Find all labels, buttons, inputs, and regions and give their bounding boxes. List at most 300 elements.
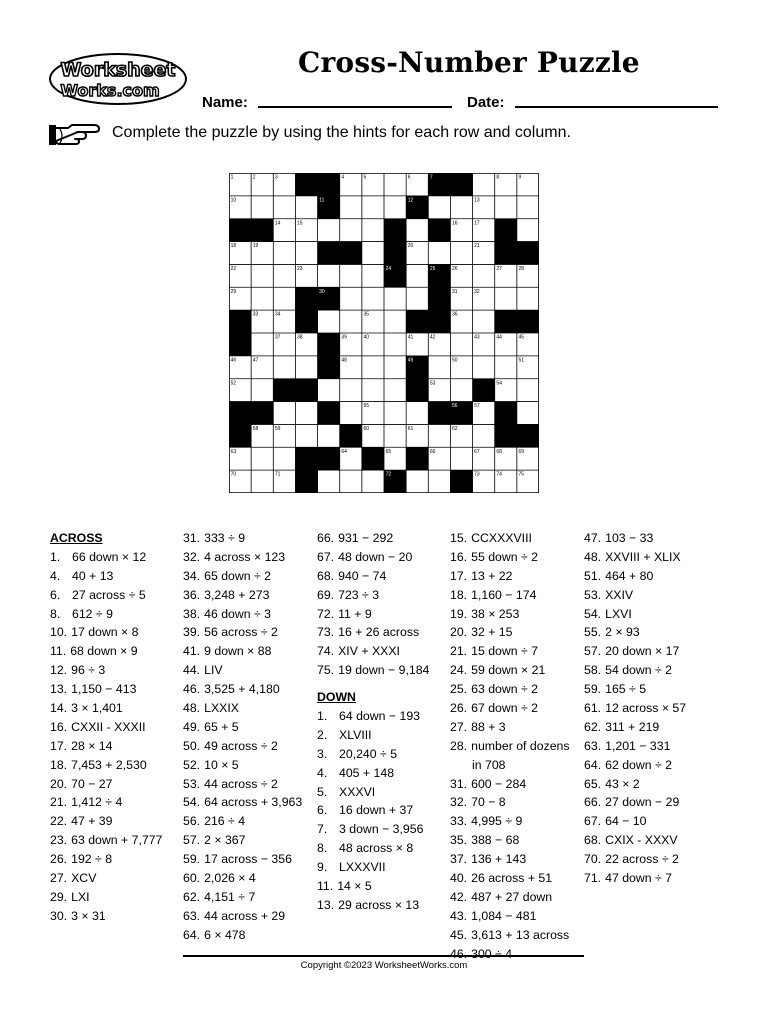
grid-cell[interactable] [495,356,517,379]
grid-cell-number: 35 [363,311,370,318]
clue-text: 4 across × 123 [204,549,286,564]
grid-cell-number: 59 [274,426,281,433]
down-clue [584,869,686,888]
across-clue [317,586,429,605]
grid-cell[interactable] [273,196,295,219]
grid-cell-number: 57 [474,403,480,410]
puzzle-grid[interactable] [229,173,539,493]
grid-block [318,356,340,379]
worksheetworks-logo [48,52,188,106]
grid-cell-number: 68 [496,448,502,455]
clue-text: 3,248 + 273 [204,587,270,602]
grid-cell[interactable] [362,287,384,310]
grid-cell[interactable] [295,402,317,425]
grid-cell[interactable] [428,424,450,447]
down-clue [317,896,429,915]
across-clue [183,548,302,567]
down-clue [317,783,429,802]
down-clue [450,642,570,661]
across-clue [50,737,162,756]
grid-cell[interactable] [295,356,317,379]
down-clue [584,642,686,661]
grid-block [295,287,317,310]
grid-block [229,310,251,333]
grid-cell[interactable] [273,287,295,310]
across-clue [183,737,302,756]
clue-number: 41. [183,644,201,659]
clue-text: 405 + 148 [339,765,395,780]
down-clue [317,726,429,745]
grid-cell[interactable] [406,219,428,242]
clue-text: 2 × 93 [605,625,640,640]
across-clue [317,642,429,661]
clue-text: XCV [71,871,97,886]
across-clue [183,756,302,775]
clue-column-4 [450,529,570,963]
clue-text: 48 across × 8 [339,841,414,856]
grid-cell-number: 62 [452,426,458,433]
clue-text: 15 down ÷ 7 [471,644,539,659]
grid-cell[interactable] [340,196,362,219]
across-clue [183,586,302,605]
clue-number: 66. [584,795,602,810]
clue-number: 67. [584,814,602,829]
clue-number: 59. [183,852,201,867]
clue-number: 24. [450,663,468,678]
grid-cell-number: 43 [474,334,480,341]
grid-block [318,242,340,265]
grid-cell[interactable] [251,333,273,356]
grid-cell[interactable] [340,402,362,425]
grid-cell[interactable] [384,424,406,447]
grid-cell[interactable] [318,470,340,493]
down-clue [450,926,570,945]
down-clue [584,623,686,642]
grid-cell-number: 72 [385,471,392,478]
grid-cell-number: 54 [496,380,502,387]
grid-cell[interactable] [251,470,273,493]
clue-number: 31. [183,531,201,545]
down-clue [584,718,686,737]
across-clue [183,812,302,831]
grid-cell[interactable] [406,287,428,310]
grid-block [517,310,539,333]
down-clue [584,812,686,831]
clue-number: 27. [50,871,68,886]
clue-text: 103 − 33 [605,531,654,545]
grid-cell[interactable] [450,379,472,402]
grid-cell-number: 21 [474,243,480,250]
grid-cell[interactable] [362,196,384,219]
grid-cell[interactable] [362,356,384,379]
grid-cell[interactable] [362,264,384,287]
logo-text-worksheet: Worksheet [60,59,176,81]
grid-cell[interactable] [318,264,340,287]
grid-cell-number: 65 [385,448,392,455]
grid-cell[interactable] [384,402,406,425]
down-clue [450,699,570,718]
grid-cell[interactable] [340,310,362,333]
clue-text: 47 down ÷ 7 [605,871,673,886]
clue-number: 5. [317,784,328,799]
grid-cell-number: 52 [230,380,237,387]
across-clue [50,907,162,926]
across-clue [50,605,162,624]
grid-cell[interactable] [384,379,406,402]
across-clue [50,548,162,567]
clue-number: 71. [584,871,602,886]
grid-cell-number: 22 [230,266,237,273]
across-clue [183,831,302,850]
grid-cell[interactable] [450,196,472,219]
date-label: Date: [467,94,505,111]
grid-cell[interactable] [362,470,384,493]
down-clue [584,586,686,605]
grid-cell[interactable] [318,219,340,242]
grid-cell[interactable] [251,287,273,310]
clue-number: 1. [50,549,61,564]
clue-number: 40. [450,871,468,886]
grid-cell-number: 71 [274,471,281,478]
clue-text: XLVIII [339,727,372,742]
grid-block [251,219,273,242]
clue-text: LIV [204,663,223,678]
clue-text: 20 down × 17 [605,644,680,659]
grid-cell[interactable] [318,310,340,333]
clue-number: 15. [450,531,468,545]
grid-cell[interactable] [406,470,428,493]
clue-text: 22 across ÷ 2 [605,852,679,867]
clue-text: 28 × 14 [71,738,113,753]
grid-block [428,219,450,242]
clue-number: 64. [183,927,201,942]
grid-cell-number: 53 [429,380,436,387]
clue-number: 69. [317,587,335,602]
clue-number: 18. [50,757,68,772]
clue-text: 1,160 − 174 [471,587,537,602]
across-clue [50,699,162,718]
clue-number: 13. [317,897,335,912]
down-clue [450,831,570,850]
grid-cell-number: 20 [407,243,414,250]
clue-text: 20,240 ÷ 5 [339,746,398,761]
grid-cell[interactable] [273,402,295,425]
clue-number: 11. [317,879,334,894]
clue-text: 19 down − 9,184 [338,663,430,678]
across-clue [50,642,162,661]
grid-cell[interactable] [517,219,539,242]
grid-cell[interactable] [473,310,495,333]
clue-number: 10. [50,625,68,640]
clue-number: 38. [183,606,201,621]
grid-cell[interactable] [473,424,495,447]
clue-number: 55. [584,625,602,640]
clue-text: 7,453 + 2,530 [71,757,147,772]
grid-cell[interactable] [517,196,539,219]
across-clue [183,642,302,661]
clue-number: 9. [317,860,328,875]
grid-cell[interactable] [473,173,495,196]
grid-cell-number: 73 [474,471,480,478]
clue-number: 68. [317,568,335,583]
name-field[interactable] [258,106,452,108]
clue-number: 12. [50,663,68,678]
grid-cell[interactable] [273,242,295,265]
down-clue [317,764,429,783]
date-field[interactable] [515,106,718,108]
across-clue [183,850,302,869]
grid-cell[interactable] [273,356,295,379]
clue-text: 4,151 ÷ 7 [204,889,256,904]
grid-block [295,310,317,333]
grid-cell-number: 18 [230,243,237,250]
clue-text: 165 ÷ 5 [605,682,647,697]
clue-text: 1,201 − 331 [605,738,671,753]
grid-cell[interactable] [428,196,450,219]
grid-cell[interactable] [295,242,317,265]
clue-text: CCXXXVIII [471,531,532,545]
grid-cell-number: 8 [496,174,500,181]
across-clue [183,888,302,907]
grid-cell[interactable] [406,402,428,425]
grid-cell[interactable] [340,264,362,287]
grid-cell-number: 28 [518,266,525,273]
grid-cell-number: 60 [363,426,370,433]
clue-text: 64 across + 3,963 [204,795,303,810]
clue-text: 27 down − 29 [605,795,680,810]
down-clue [584,737,686,756]
copyright-text: Copyright ©2023 WorksheetWorks.com [300,960,468,971]
clue-text: 16 + 26 across [338,625,420,640]
clue-number: 49. [183,719,201,734]
clue-text: 192 ÷ 8 [71,852,113,867]
grid-cell[interactable] [340,287,362,310]
down-clue [584,756,686,775]
grid-cell-number: 10 [230,197,237,204]
clue-text: 64 down − 193 [339,709,421,724]
clue-number: 62. [183,889,201,904]
grid-cell[interactable] [340,219,362,242]
clue-text: LXXIX [204,701,239,716]
grid-block [428,310,450,333]
clue-number: 66. [317,531,335,545]
down-clue [584,699,686,718]
across-clue [317,661,429,680]
clue-number: 56. [183,814,201,829]
grid-cell[interactable] [362,242,384,265]
down-clue [450,548,570,567]
grid-cell[interactable] [384,356,406,379]
clue-number: 48. [183,701,201,716]
across-clue [50,756,162,775]
grid-cell[interactable] [450,333,472,356]
clue-text: number of dozens [471,738,570,753]
grid-block [384,219,406,242]
clue-number: 33. [450,814,468,829]
grid-cell[interactable] [406,264,428,287]
clue-text: 9 down × 88 [204,644,272,659]
clue-text: 49 across ÷ 2 [204,738,278,753]
clue-text: 3 × 1,401 [71,701,123,716]
clue-text: 600 − 284 [471,776,527,791]
down-clue [450,567,570,586]
grid-block [428,287,450,310]
grid-cell-number: 19 [252,243,259,250]
clue-number: 53. [183,776,201,791]
clue-text: 63 down + 7,777 [71,833,163,848]
down-clue [450,680,570,699]
grid-block [251,402,273,425]
across-clue [183,775,302,794]
grid-cell[interactable] [251,379,273,402]
grid-cell[interactable] [295,196,317,219]
grid-cell[interactable] [517,402,539,425]
clue-text: 612 ÷ 9 [72,606,113,621]
clue-number: 8. [317,841,328,856]
grid-block [384,242,406,265]
down-clue [584,793,686,812]
down-clue [317,801,429,820]
clue-text: 3 × 31 [71,908,106,923]
grid-block [495,242,517,265]
across-clue [50,888,162,907]
grid-block [229,424,251,447]
grid-block [362,447,384,470]
grid-cell-number: 61 [407,426,414,433]
grid-cell[interactable] [295,424,317,447]
clue-number: 11. [50,644,67,659]
clue-number: 32. [450,795,468,810]
grid-block [450,173,472,196]
clue-text: 1,150 − 413 [71,682,137,697]
grid-block [295,470,317,493]
grid-cell[interactable] [273,447,295,470]
across-heading: ACROSS [50,531,103,545]
clue-text: LXI [71,889,90,904]
grid-cell[interactable] [428,470,450,493]
grid-cell-number: 9 [518,174,522,181]
grid-cell[interactable] [495,196,517,219]
grid-cell-number: 5 [363,174,367,181]
grid-cell[interactable] [251,264,273,287]
grid-cell[interactable] [384,196,406,219]
grid-cell-number: 3 [274,174,278,181]
clue-text: XXVIII + XLIX [605,549,681,564]
grid-cell[interactable] [273,264,295,287]
clue-number: 34. [183,568,201,583]
across-clue [183,661,302,680]
grid-block [229,402,251,425]
grid-cell[interactable] [340,470,362,493]
clue-number: 57. [584,644,602,659]
grid-cell-number: 34 [274,311,281,318]
grid-cell[interactable] [384,173,406,196]
down-clue [317,707,429,726]
grid-cell[interactable] [517,379,539,402]
grid-cell[interactable] [473,356,495,379]
grid-cell-number: 56 [452,403,458,410]
clue-number: 21. [450,644,468,659]
across-clue [183,718,302,737]
grid-cell-number: 14 [274,220,281,227]
clue-number: 57. [183,833,201,848]
clue-text: 464 + 80 [605,568,654,583]
across-clue [50,812,162,831]
clue-number: 72. [317,606,335,621]
grid-cell[interactable] [517,287,539,310]
grid-cell[interactable] [495,287,517,310]
down-clue [450,888,570,907]
grid-cell[interactable] [428,356,450,379]
grid-cell[interactable] [473,264,495,287]
pointing-hand-icon [48,122,102,148]
across-clue [183,529,302,548]
clue-number: 16. [50,719,68,734]
grid-cell[interactable] [362,219,384,242]
grid-cell[interactable] [428,242,450,265]
down-clue [450,793,570,812]
clue-number: 35. [450,833,468,848]
grid-cell[interactable] [384,333,406,356]
grid-cell-number: 38 [297,334,303,341]
grid-cell[interactable] [450,447,472,470]
clue-number: 26. [450,701,468,716]
grid-cell[interactable] [450,242,472,265]
clue-column-5 [584,529,686,888]
clue-number: 21. [50,795,68,810]
down-clue [584,529,686,548]
clue-text: 59 down × 21 [471,663,546,678]
grid-cell[interactable] [318,379,340,402]
clue-number: 37. [450,852,468,867]
down-clue [450,737,570,756]
grid-cell-number: 16 [452,220,458,227]
grid-cell[interactable] [251,196,273,219]
grid-block [340,242,362,265]
grid-cell[interactable] [340,379,362,402]
grid-cell-number: 41 [407,334,414,341]
grid-cell[interactable] [384,287,406,310]
down-clue [450,812,570,831]
clue-text: 43 × 2 [605,776,640,791]
grid-cell[interactable] [318,424,340,447]
clue-number: 26. [50,852,68,867]
grid-cell[interactable] [362,379,384,402]
clue-number: 27. [450,719,468,734]
down-clue [584,850,686,869]
clue-text: 6 × 478 [204,927,246,942]
across-clue [50,718,162,737]
clue-text: 29 across × 13 [338,897,420,912]
clue-text: 487 + 27 down [471,889,553,904]
clue-number: 2. [317,727,328,742]
grid-cell[interactable] [251,447,273,470]
footer-divider [183,955,584,957]
across-clue [183,623,302,642]
clue-number: 50. [183,738,201,753]
grid-block [318,402,340,425]
section-gap [317,680,429,688]
grid-cell-number: 55 [363,403,370,410]
grid-cell-number: 42 [429,334,436,341]
grid-cell-number: 7 [429,174,433,181]
grid-cell-number: 13 [474,197,480,204]
clue-number: 8. [50,606,61,621]
clue-text: 65 down ÷ 2 [204,568,272,583]
grid-cell[interactable] [384,310,406,333]
clue-text: 2,026 × 4 [204,871,256,886]
across-clue [50,775,162,794]
